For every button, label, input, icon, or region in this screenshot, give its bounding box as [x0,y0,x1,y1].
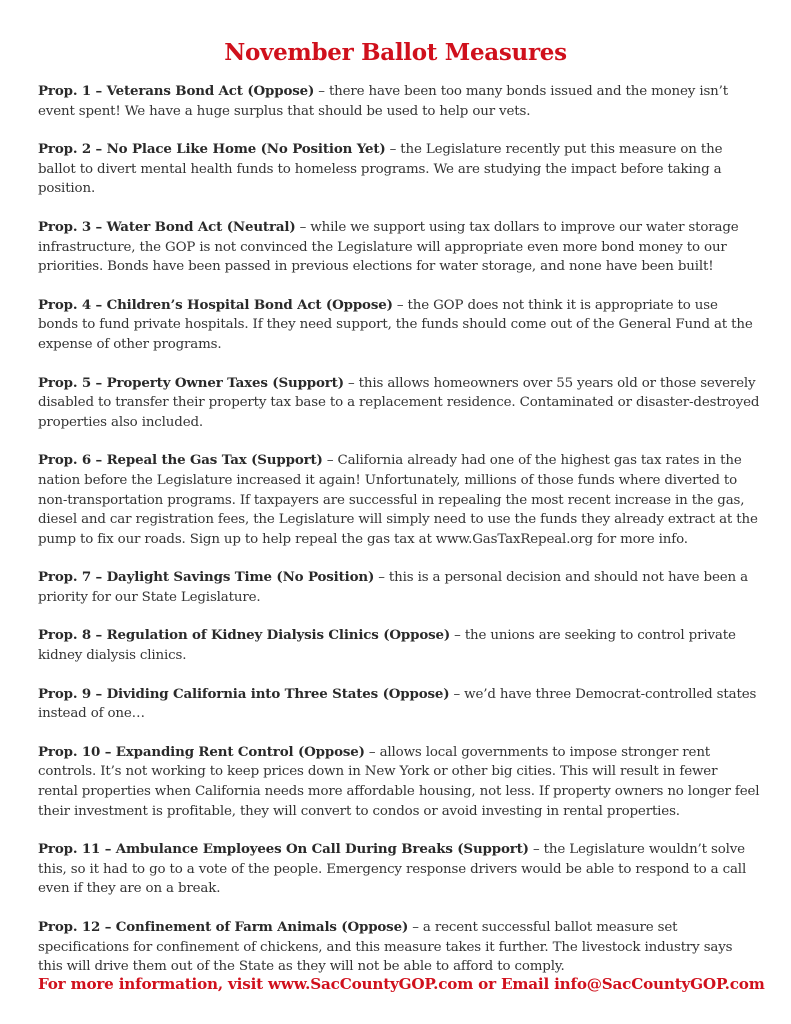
prop-heading: Prop. 4 – Children’s Hospital Bond Act (Oppose) [38,296,393,313]
prop-heading: Prop. 1 – Veterans Bond Act (Oppose) [38,83,315,99]
prop-heading: Prop. 11 – Ambulance Employees On Call During Breaks (Support) [38,841,529,858]
prop-heading: Prop. 6 – Repeal the Gas Tax (Support) [38,452,323,469]
prop-description: – allows local governments to impose stronger rent controls. It’s not working to keep prices down in New York or other big cities. This will result in fewer rental properties when California needs more affordable housing, not less. If property owners no longer feel their investment is profitable, they will convert to condos or avoid investing in rental properties. [38,744,760,819]
contact-footer: For more information, visit www.SacCountyGOP.com or Email info@SacCountyGOP.com [38,975,765,993]
prop-6 [38,451,760,549]
prop-heading: Prop. 12 – Confinement of Farm Animals (Oppose) [38,919,409,935]
prop-2 [38,140,760,199]
prop-description: – there have been too many bonds issued and the money isn’t event spent! We have a huge surplus that should be used to help our vets. [38,84,728,119]
prop-description: – the Legislature recently put this measure on the ballot to divert mental health funds to homeless programs. We are studying the impact before taking a position. [38,142,723,197]
prop-description: – while we support using tax dollars to improve our water storage infrastructure, the GOP is not convinced the Legislature will appropriate even more bond money to our priorities. Bonds have been passed in previous elections for water storage, and none have been built! [38,219,739,275]
prop-description: – this allows homeowners over 55 years old or those severely disabled to transfer their property tax base to a replacement residence. Contaminated or disaster-destroyed properties also included. [38,375,760,430]
prop-heading: Prop. 2 – No Place Like Home (No Position Yet) [38,141,386,158]
prop-heading: Prop. 8 – Regulation of Kidney Dialysis Clinics (Oppose) [38,627,451,644]
prop-heading: Prop. 10 – Expanding Rent Control (Oppose) [38,743,365,760]
prop-heading: Prop. 9 – Dividing California into Three States (Oppose) [38,685,450,702]
prop-7 [38,568,760,607]
prop-5 [38,374,760,433]
prop-description: – California already had one of the highest gas tax rates in the nation before the Legislature increased it again! Unfortunately, millions of those funds where diverted to non-transportation programs. If taxpayers are successful in repealing the most recent increase in the gas, diesel and car registration fees, the Legislature will simply need to use the funds they already extract at the pump to fix our roads. Sign up to help repeal the gas tax at www.GasTaxRepeal.org for more info. [38,453,758,547]
prop-10 [38,743,760,821]
prop-11 [38,840,760,899]
prop-description: – a recent successful ballot measure set specifications for confinement of chickens, and this measure takes it further. The livestock industry says this will drive them out of the State as they will not be able to afford to comply. [38,920,733,975]
ballot-measures-list [38,82,760,996]
prop-1 [38,82,760,121]
prop-4 [38,296,760,355]
prop-heading: Prop. 5 – Property Owner Taxes (Support) [38,374,344,391]
prop-3 [38,218,760,277]
prop-12 [38,918,760,977]
page-title: November Ballot Measures [224,39,567,66]
prop-heading: Prop. 3 – Water Bond Act (Neutral) [38,218,296,235]
prop-8 [38,626,760,665]
prop-description: – the Legislature wouldn’t solve this, so it had to go to a vote of the people. Emergency response drivers would be able to respond to a call even if they are on a break. [38,842,747,897]
prop-heading: Prop. 7 – Daylight Savings Time (No Position) [38,569,375,586]
prop-description: – this is a personal decision and should not have been a priority for our State Legislature. [38,570,748,605]
prop-9 [38,685,760,724]
prop-description: – we’d have three Democrat-controlled states instead of one… [38,686,757,722]
prop-description: – the GOP does not think it is appropriate to use bonds to fund private hospitals. If they need support, the funds should come out of the General Fund at the expense of other programs. [38,297,753,352]
prop-description: – the unions are seeking to control private kidney dialysis clinics. [38,628,736,664]
